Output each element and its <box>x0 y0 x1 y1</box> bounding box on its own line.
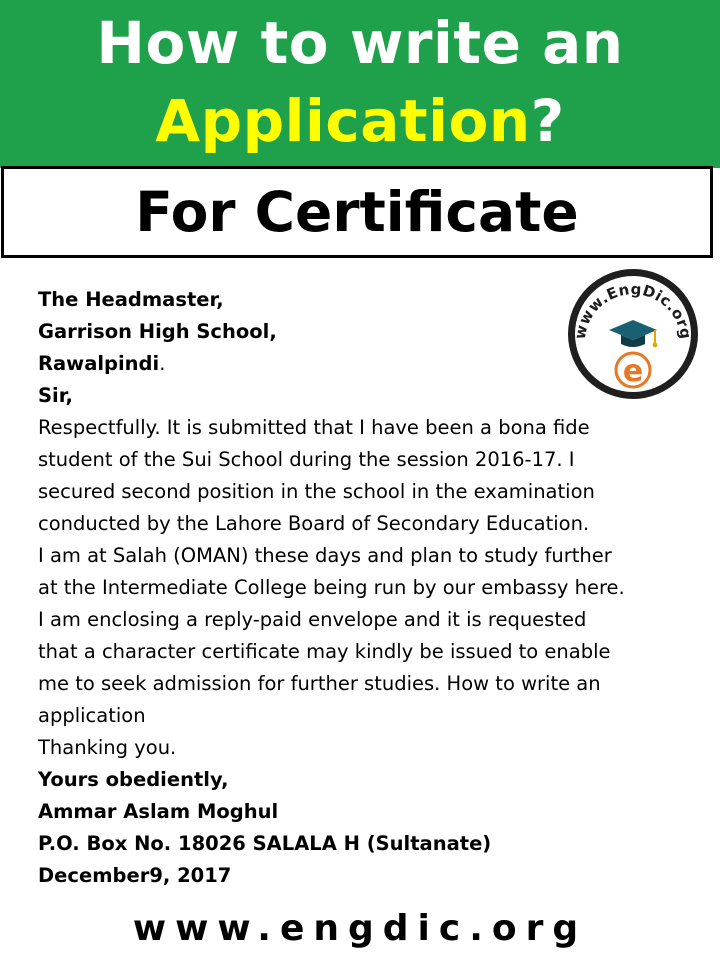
body-line-4: conducted by the Lahore Board of Secondary Education. <box>38 512 590 535</box>
title-line-1: How to write an <box>96 9 624 77</box>
logo-e-letter: e <box>622 354 644 389</box>
thanks-line: Thanking you. <box>38 736 177 759</box>
title-line-2 <box>0 87 720 155</box>
title-banner <box>0 0 720 168</box>
body-line-6: at the Intermediate College being run by our embassy here. <box>38 576 625 599</box>
body-line-8: that a character certificate may kindly be issued to enable <box>38 640 611 663</box>
city: Rawalpindi <box>38 352 160 375</box>
body-line-10: application <box>38 704 146 727</box>
body-line-2: student of the Sui School during the session 2016-17. I <box>38 448 575 471</box>
letter-date: December9, 2017 <box>38 864 232 887</box>
recipient: The Headmaster, <box>38 288 224 311</box>
school-name: Garrison High School, <box>38 320 277 343</box>
body-line-5: I am at Salah (OMAN) these days and plan to study further <box>38 544 612 567</box>
city-line <box>38 348 688 380</box>
subtitle: For Certificate <box>1 166 713 258</box>
body-line-1: Respectfully. It is submitted that I have been a bona fide <box>38 416 590 439</box>
title-question-mark: ? <box>530 87 565 155</box>
application-letter <box>38 284 688 892</box>
sender-address: P.O. Box No. 18026 SALALA H (Sultanate) <box>38 832 492 855</box>
closing: Yours obediently, <box>38 768 229 791</box>
logo-arc-text: www.EngDic.org <box>570 280 696 341</box>
footer-url: www.engdic.org <box>132 908 588 949</box>
title-highlight: Application <box>155 87 531 155</box>
body-line-3: secured second position in the school in the examination <box>38 480 595 503</box>
city-period: . <box>159 352 166 375</box>
body-line-9: me to seek admission for further studies. How to write an <box>38 672 601 695</box>
body-line-7: I am enclosing a reply-paid envelope and it is requested <box>38 608 587 631</box>
sender-name: Ammar Aslam Moghul <box>38 800 279 823</box>
salutation: Sir, <box>38 384 73 407</box>
